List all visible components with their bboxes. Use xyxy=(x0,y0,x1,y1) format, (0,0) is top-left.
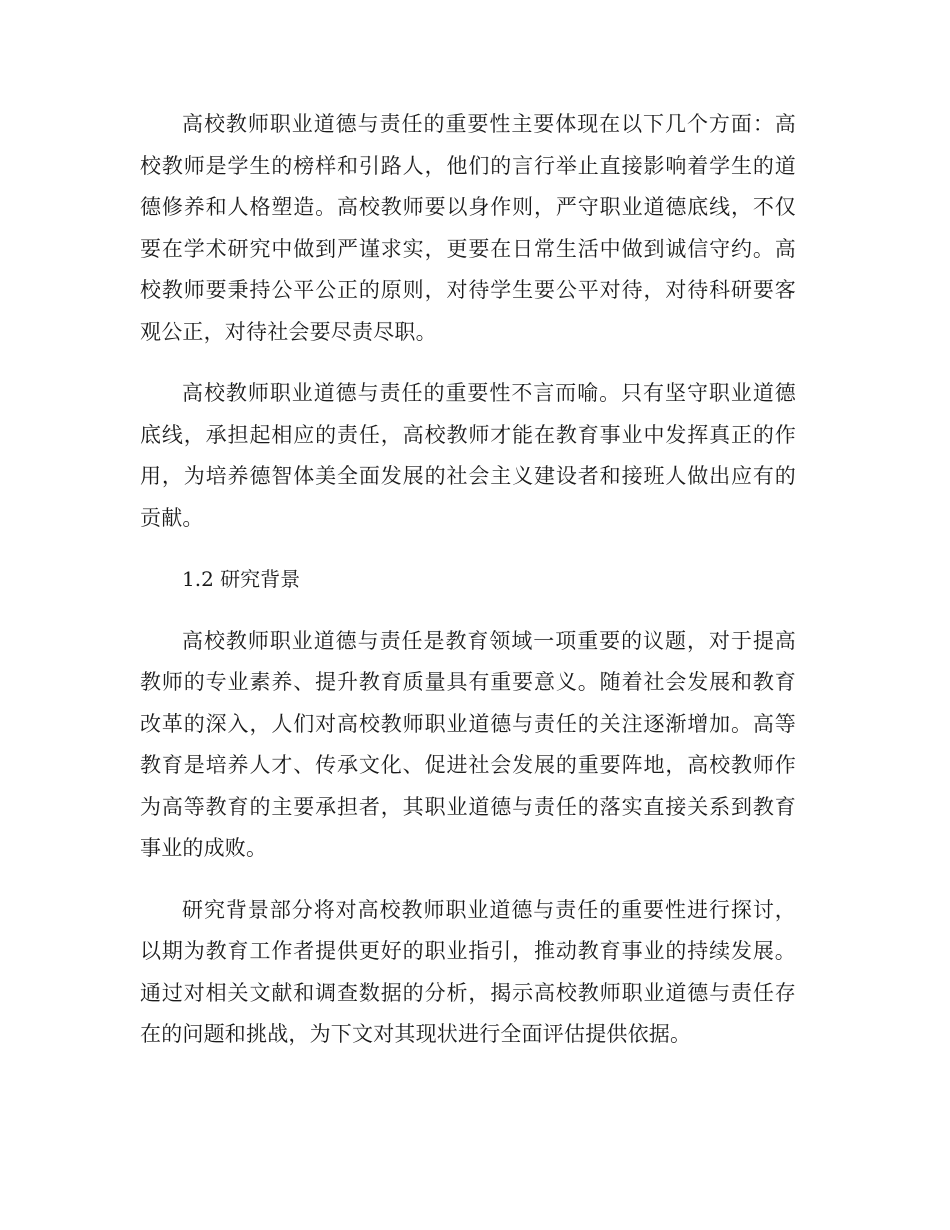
document-page xyxy=(140,104,796,1056)
paragraph-background-intro: 高校教师职业道德与责任是教育领域一项重要的议题，对于提高教师的专业素养、提升教育质量具有重要意义。随着社会发展和教育改革的深入，人们对高校教师职业道德与责任的关注逐渐增加。高等教育是培养人才、传承文化、促进社会发展的重要阵地，高校教师作为高等教育的主要承担者，其职业道德与责任的落实直接关系到教育事业的成败。 xyxy=(140,628,796,860)
paragraph-importance-conclusion: 高校教师职业道德与责任的重要性不言而喻。只有坚守职业道德底线，承担起相应的责任，高校教师才能在教育事业中发挥真正的作用，为培养德智体美全面发展的社会主义建设者和接班人做出应有的贡献。 xyxy=(140,381,796,530)
section-heading: 1.2 研究背景 xyxy=(182,567,301,591)
paragraph-background-purpose: 研究背景部分将对高校教师职业道德与责任的重要性进行探讨，以期为教育工作者提供更好的职业指引，推动教育事业的持续发展。通过对相关文献和调查数据的分析，揭示高校教师职业道德与责任存在的问题和挑战，为下文对其现状进行全面评估提供依据。 xyxy=(140,897,796,1046)
paragraph-importance-aspects: 高校教师职业道德与责任的重要性主要体现在以下几个方面：高校教师是学生的榜样和引路人，他们的言行举止直接影响着学生的道德修养和人格塑造。高校教师要以身作则，严守职业道德底线，不仅要在学术研究中做到严谨求实，更要在日常生活中做到诚信守约。高校教师要秉持公平公正的原则，对待学生要公平对待，对待科研要客观公正，对待社会要尽责尽职。 xyxy=(140,112,796,344)
